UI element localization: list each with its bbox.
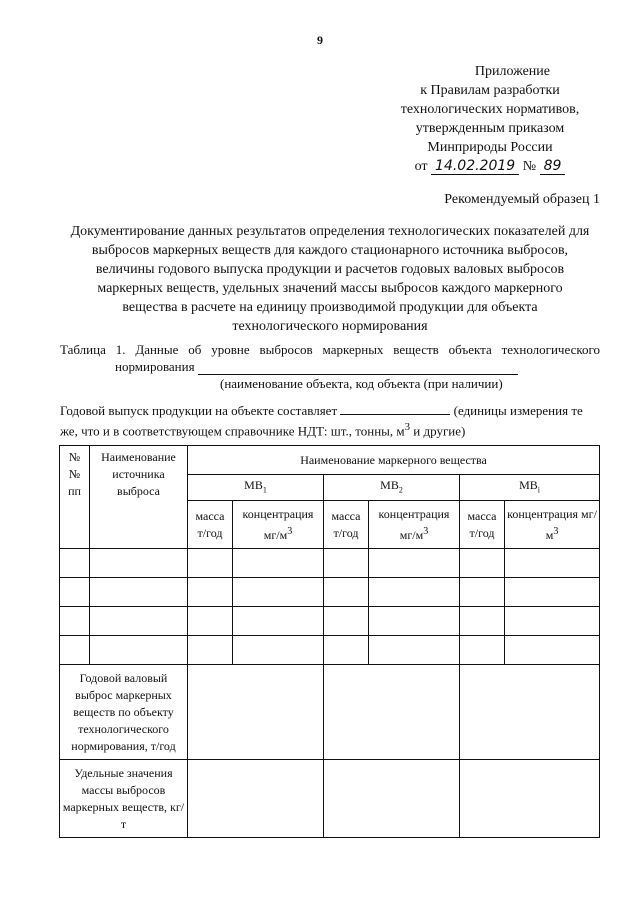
handwritten-number: 89 — [540, 158, 566, 175]
appendix-title: Приложение — [474, 64, 550, 79]
table-row — [60, 578, 600, 607]
header-concentration: концентрация $мг/м^3$ — [233, 501, 324, 549]
header-mass: масса т/год — [460, 501, 505, 549]
table-row — [60, 636, 600, 665]
caption-line — [60, 358, 600, 375]
caption-hint: (наименование объекта, код объекта (при наличии) — [220, 376, 503, 391]
appendix-line: технологических нормативов, — [400, 102, 580, 117]
header-substance: Наименование маркерного вещества — [188, 446, 600, 475]
number-prefix: № — [522, 159, 537, 174]
specific-row-label: Удельные значения массы выбросов маркерных веществ, кг/т — [60, 760, 188, 838]
sample-label: Рекомендуемый образец 1 — [444, 192, 600, 207]
table-caption — [60, 341, 600, 392]
annual-output-text — [60, 402, 605, 439]
caption-line: Таблица 1. Данные об уровне выбросов маркерных веществ объекта технологического — [60, 342, 600, 357]
table-row — [60, 549, 600, 578]
date-prefix: от — [414, 159, 428, 174]
page-number: 9 — [317, 33, 323, 47]
table-row — [60, 607, 600, 636]
header-num: № № пп — [60, 446, 90, 549]
header-source: Наименование источника выброса — [90, 446, 188, 549]
annual-output-suffix: (единицы измерения те — [453, 403, 583, 418]
appendix-line: утвержденным приказом — [415, 121, 565, 136]
caption-word: нормирования — [115, 359, 195, 374]
header-mv1: $МВ_1$ — [188, 475, 324, 501]
header-concentration: концентрация $мг/м^3$ — [505, 501, 600, 549]
header-mvi: $МВ_i$ — [460, 475, 600, 501]
annual-output-suffix: и другие) — [410, 423, 466, 439]
superscript: 3 — [404, 421, 411, 433]
total-row — [60, 665, 600, 760]
total-row-label: Годовой валовый выброс маркерных веществ по объекту технологического нормирования, т/год — [60, 665, 188, 760]
appendix-line: Минприроды России — [427, 140, 553, 155]
order-date-line — [380, 157, 600, 176]
annual-output-suffix: же, что и в соответствующем справочнике НДТ: шт., тонны, м — [60, 423, 405, 439]
specific-row — [60, 760, 600, 838]
appendix-block — [380, 62, 600, 176]
annual-output-prefix: Годовой выпуск продукции на объекте составляет — [60, 403, 338, 418]
emissions-table — [59, 445, 600, 838]
header-concentration: концентрация $мг/м^3$ — [369, 501, 460, 549]
header-mass: масса т/год — [324, 501, 369, 549]
header-mass: масса т/год — [188, 501, 233, 549]
document-title: Документирование данных результатов определения технологических показателей для выбросов маркерных веществ для каждого стационарного источника выбросов, величины годового выпуска продукции и расчетов годовых валовых выбросов маркерных веществ, удельных значений массы выбросов каждого маркерного вещества в расчете на единицу производимой продукции для объекта технологического нормирования — [70, 224, 590, 334]
handwritten-date: 14.02.2019 — [431, 158, 519, 175]
annual-output-blank — [340, 414, 450, 415]
header-mv2: $МВ_2$ — [324, 475, 460, 501]
appendix-line: к Правилам разработки — [420, 83, 560, 98]
